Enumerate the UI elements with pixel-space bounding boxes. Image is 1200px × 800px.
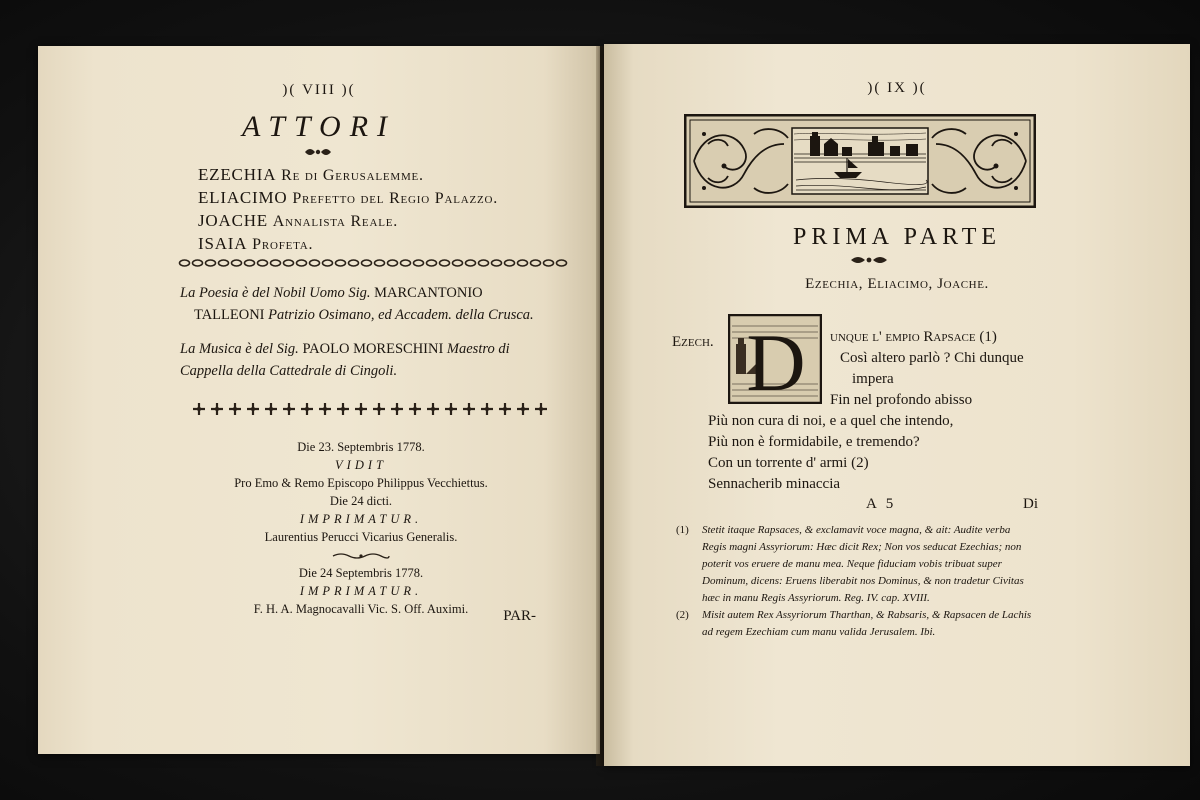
drop-cap-initial [728,314,822,404]
page-number-bracket-icon: )( [282,82,297,98]
right-page [604,44,1190,766]
imprimatur-signatory: Laurentius Perucci Vicarius Generalis. [264,530,458,544]
part-title: PRIMA PARTE [792,224,1002,250]
poetry-credit-lead: La Poesia è del Nobil Uomo Sig. [180,285,371,301]
poetry-credit [180,282,536,326]
music-credit-lead: La Musica è del Sig. [180,341,299,357]
chain-rule-ornament [178,258,568,268]
fleuron-icon [303,146,333,158]
poet-first-name: MARCANTONIO [374,285,483,301]
fleuron-icon [849,254,889,266]
cast-list [198,164,578,256]
drop-cap-letter: D [746,317,806,404]
cast-item [198,210,578,233]
credits-block [180,282,536,394]
imprimatur-heading: IMPRIMATUR. [299,584,423,598]
cast-role: Prefetto del Regio Palazzo. [292,190,499,207]
approvals-block [186,438,536,618]
approval-date: Die 23. Septembris 1778. [297,440,425,454]
headpiece-vignette-image [684,114,1036,208]
verse-line: Più non è formidabile, e tremendo? [708,434,920,450]
imprimatur-heading: IMPRIMATUR. [299,512,423,526]
cast-item [198,233,578,256]
composer-name: PAOLO MORESCHINI [302,341,444,357]
verse-line: Sennacherib minaccia [708,476,841,492]
page-number-bracket-icon: )( [867,80,882,96]
verse-line: unque l' empio Rapsace (1) [830,329,997,345]
verse-line: Così altero parlò ? Chi dunque [840,350,1024,366]
left-page [38,46,600,754]
verse-line: impera [852,371,894,387]
approval-date: Die 24 Septembris 1778. [298,566,424,580]
cast-item [198,187,578,210]
poet-last-name: TALLEONI [194,307,265,323]
cast-item [198,164,578,187]
cast-role: Re di Gerusalemme. [281,167,424,184]
page-title: ATTORI [241,110,397,143]
approval-date: Die 24 dicti. [329,494,393,508]
footnote-mark: (1) [676,524,689,536]
cast-role: Profeta. [252,236,314,253]
cast-name: ELIACIMO [198,188,288,207]
footnotes [676,522,1036,641]
footnote [676,607,1036,641]
left-page-number [38,82,600,99]
catchword: PAR- [503,608,536,624]
vidit-heading: VIDIT [335,458,387,472]
footnote-text: Stetit itaque Rapsaces, & exclamavit voce magna, & ait: Audite verba Regis magni Assyriorum: Hæc dicit Rex; Non vos seducat Ezechias; non poterit vos eruere de manu mea. Neque fiduciam vobis tribuat super Dominum, dicens: Eruens liberabit nos Dominus, & non tradetur Civitas hæc in manu Regis Assyriorum. Reg. IV. cap. XVIII. [702,524,1024,604]
page-number-bracket-icon: )( [341,82,356,98]
imprimatur-signatory: F. H. A. Magnocavalli Vic. S. Off. Auximi. [253,602,469,616]
verse-line: Con un torrente d' armi (2) [708,455,869,471]
footnote-text: Misit autem Rex Assyriorum Tharthan, & Rabsaris, & Rapsacen de Lachis ad regem Ezechiam cum manu valida Jerusalem. Ibi. [702,609,1032,638]
cast-name: EZECHIA [198,165,277,184]
footnote [676,522,1036,607]
music-credit [180,338,536,382]
flourish-icon [331,552,391,560]
footnote-mark: (2) [676,609,689,621]
page-number-bracket-icon: )( [912,80,927,96]
music-credit-rest: Maestro di Cappella della Cattedrale di Cingoli. [180,341,510,379]
cast-name: ISAIA [198,234,248,253]
vidit-signatory: Pro Emo & Remo Episcopo Philippus Vecchiettus. [234,476,488,490]
verse-line: Più non cura di noi, e a quel che intendo, [708,413,954,429]
speakers-line: Ezechia, Eliacimo, Joache. [805,276,989,292]
catchword: Di [1023,496,1038,512]
crosslet-ornament-row [190,402,550,416]
poetry-credit-rest: Patrizio Osimano, ed Accadem. della Crusca. [268,307,534,323]
verse-line: Fin nel profondo abisso [830,392,973,408]
speaker-mark: Ezech. [672,334,714,350]
signature-mark: A 5 [866,496,897,512]
right-page-number [604,80,1190,97]
right-page-number-text: IX [887,80,907,96]
cast-name: JOACHE [198,211,268,230]
cast-role: Annalista Reale. [272,213,399,230]
left-page-number-text: VIII [302,82,336,98]
